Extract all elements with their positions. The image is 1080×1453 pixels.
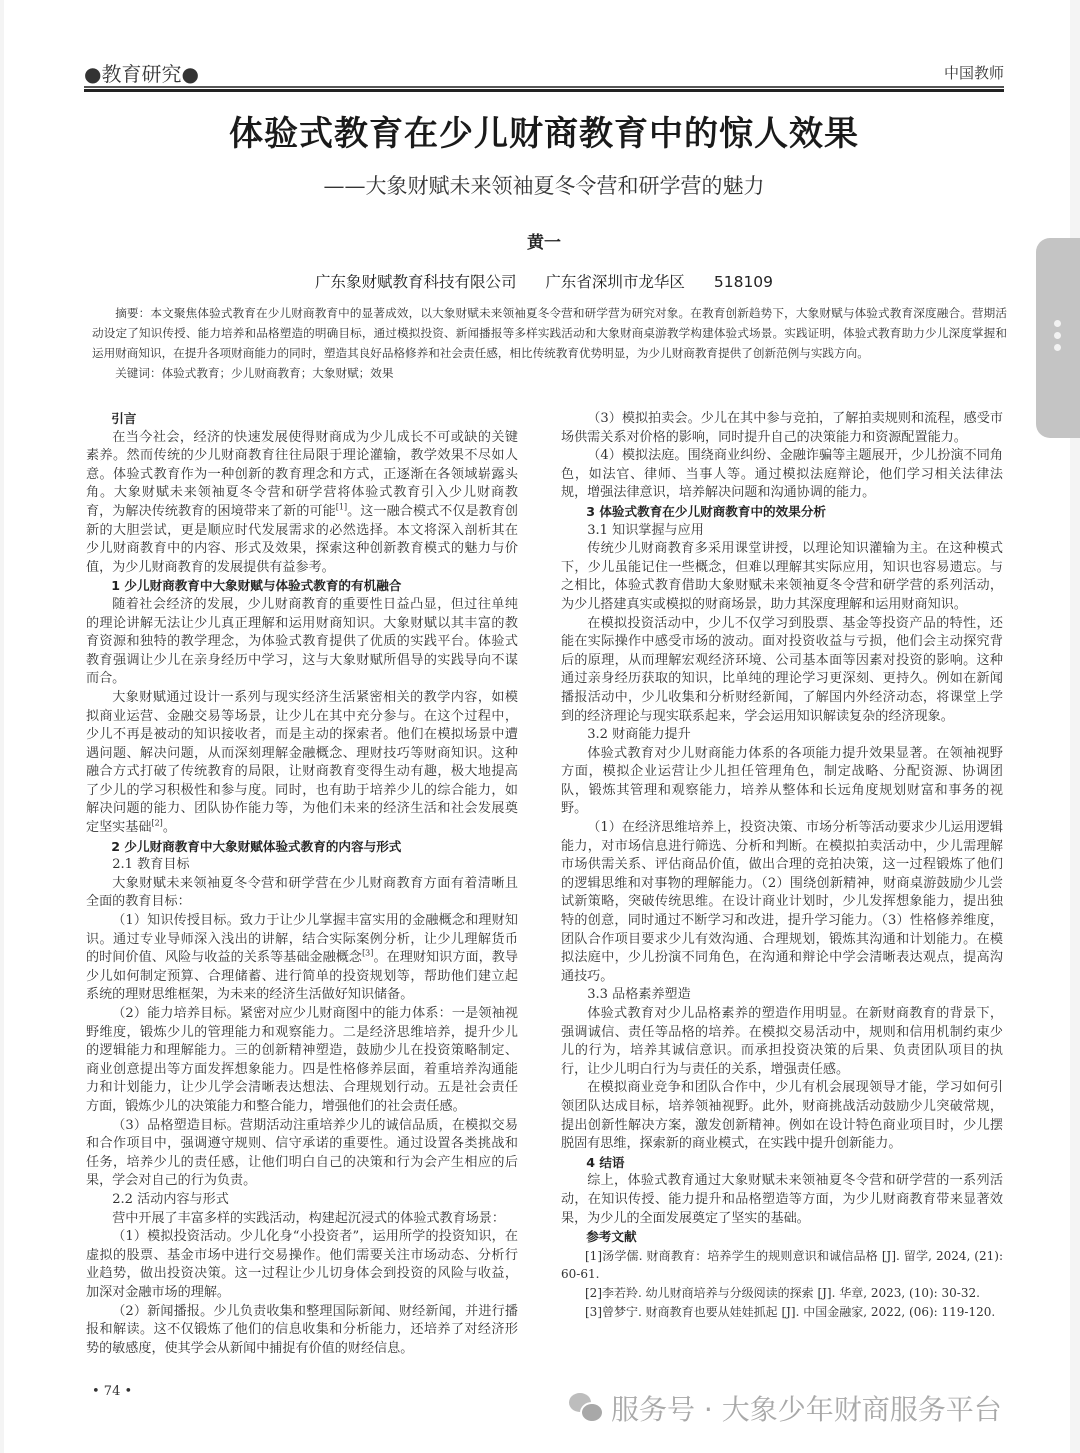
paragraph: （2）能力培养目标。紧密对应少儿财商图中的能力体系：一是领袖视野维度，锻炼少儿的管理能力和观察能力。二是经济思维培养，提升少儿的逻辑能力和理解能力。三的创新精神塑造，鼓励少儿在投资策略制定、商业创意提出等方面发挥想象能力。四是性格修养层面，着重培养沟通能力和计划能力，让少儿学会清晰表达想法、合理规划行动。五是社会责任方面，锻炼少儿的决策能力和整合能力，增强他们的社会责任感。 bbox=[86, 1006, 518, 1114]
wechat-icon bbox=[569, 1393, 603, 1423]
paragraph: （3）品格塑造目标。营期活动注重培养少儿的诚信品质，在模拟交易和合作项目中，强调遵守规则、信守承诺的重要性。通过设置各类挑战和任务，培养少儿的责任感，让他们明白自己的决策和行为会产生相应的后果，学会对自己的行为负责。 bbox=[86, 1117, 518, 1189]
heading-section-3-1: 3.1 知识掌握与应用 bbox=[587, 522, 704, 538]
paragraph: 体验式教育对少儿财商能力体系的各项能力提升效果显著。在领袖视野方面，模拟企业运营让少儿担任管理角色，制定战略、分配资源、协调团队，锻炼其管理和观察能力，培养从整体和长远角度规划财富和事务的视野。 bbox=[561, 745, 1003, 817]
reference-item: [2]李若羚. 幼儿财商培养与分级阅读的探索 [J]. 华章, 2023, (10): 30-32. bbox=[585, 1285, 980, 1300]
paragraph: 传统少儿财商教育多采用课堂讲授，以理论知识灌输为主。在这种模式下，少儿虽能记住一些概念，但难以理解其实际应用，知识也容易遗忘。与之相比，体验式教育借助大象财赋未来领袖夏冬令营和研学营的系列活动，为少儿搭建真实或模拟的财商场景，助力其深度理解和运用财商知识。 bbox=[561, 541, 1003, 612]
affiliation bbox=[4, 270, 1080, 292]
citation-1: [1] bbox=[335, 502, 348, 512]
heading-section-2-1: 2.1 教育目标 bbox=[112, 857, 190, 873]
right-column bbox=[561, 410, 1003, 1321]
text-run: 在当今社会，经济的快速发展使得财商成为少儿成长不可或缺的关键素养。然而传统的少儿财商教育往往局限于理论灌输，教学效果不尽如人意。体验式教育作为一种创新的教育理念和方式，正逐渐在各领域崭露头角。大象财赋未来领袖夏冬令营和研学营将体验式教育引入少儿财商教育，为解决传统教育的困境带来了新的可能 bbox=[86, 429, 518, 519]
heading-section-3-2: 3.2 财商能力提升 bbox=[587, 727, 691, 743]
affiliation-postcode: 518109 bbox=[713, 273, 774, 291]
citation-3: [3] bbox=[362, 948, 374, 958]
more-dots-icon bbox=[1054, 320, 1062, 356]
paragraph: （3）模拟拍卖会。少儿在其中参与竞拍，了解拍卖规则和流程，感受市场供需关系对价格的影响，同时提升自己的决策能力和资源配置能力。 bbox=[561, 411, 1003, 445]
heading-section-3: 3 体验式教育在少儿财商教育中的效果分析 bbox=[586, 503, 827, 519]
heading-conclusion: 4 结语 bbox=[586, 1154, 625, 1170]
paragraph: （1）模拟投资活动。少儿化身“小投资者”，运用所学的投资知识，在虚拟的股票、基金市场中进行交易操作。他们需要关注市场动态、分析行业趋势，做出投资决策。这一过程让少儿切身体会到投资的风险与收益，加深对金融市场的理解。 bbox=[86, 1229, 518, 1300]
page-number: • 74 • bbox=[92, 1384, 133, 1399]
left-column bbox=[86, 410, 518, 1358]
paragraph: 在模拟商业竞争和团队合作中，少儿有机会展现领导才能，学习如何引领团队达成目标，培养领袖视野。此外，财商挑战活动鼓励少儿突破常规，提出创新性解决方案，激发创新精神。例如在设计特色商业项目时，少儿摆脱固有思维，探索新的商业模式，在实践中提升创新能力。 bbox=[561, 1080, 1003, 1152]
paragraph: 体验式教育对少儿品格素养的塑造作用明显。在新财商教育的背景下，强调诚信、责任等品格的培养。在模拟交易活动中，规则和信用机制约束少儿的行为，培养其诚信意识。而承担投资决策的后果、负责团队项目的执行，让少儿明白行为与责任的关系，增强责任感。 bbox=[561, 1006, 1003, 1077]
affiliation-org: 广东象财赋教育科技有限公司 bbox=[314, 273, 517, 291]
paragraph bbox=[86, 912, 518, 1005]
author-name: 黄一 bbox=[527, 233, 561, 253]
article-subtitle: ——大象财赋未来领袖夏冬令营和研学营的魅力 bbox=[323, 174, 765, 198]
text-run: （1）知识传授目标。致力于让少儿掌握丰富实用的金融概念和理财知识。通过专业导师深入浅出的讲解，结合实际案例分析，让少儿理解货币的时间价值、风险与收益的关系等基础金融概念 bbox=[86, 913, 518, 966]
text-run: 大象财赋通过设计一系列与现实经济生活紧密相关的教学内容，如模拟商业运营、金融交易等场景，让少儿在其中充分参与。在这个过程中，少儿不再是被动的知识接收者，而是主动的探索者。他们在模拟场景中遭遇问题、解决问题，从而深刻理解金融概念、理财技巧等财商知识。这种融合方式打破了传统教育的局限，让财商教育变得生动有趣，极大地提高了少儿的学习积极性和参与度。同时，也有助于培养少儿的综合能力，如解决问题的能力、团队协作能力等，为他们未来的经济生活和社会发展奠定坚实基础 bbox=[86, 689, 518, 836]
text-run: 。 bbox=[162, 820, 176, 836]
article-title: 体验式教育在少儿财商教育中的惊人效果 bbox=[229, 114, 859, 154]
heading-section-3-3: 3.3 品格素养塑造 bbox=[587, 987, 691, 1003]
paragraph: 大象财赋未来领袖夏冬令营和研学营在少儿财商教育方面有着清晰且全面的教育目标： bbox=[86, 875, 518, 910]
heading-intro: 引言 bbox=[111, 411, 137, 426]
watermark-text: 服务号 · 大象少年财商服务平台 bbox=[611, 1393, 1002, 1426]
affiliation-location: 广东省深圳市龙华区 bbox=[545, 273, 685, 291]
heading-section-2: 2 少儿财商教育中大象财赋体验式教育的内容与形式 bbox=[111, 838, 402, 854]
reference-item: [1]汤学儒. 财商教育：培养学生的规则意识和诚信品格 [J]. 留学, 2024, (21): 60-61. bbox=[561, 1248, 1003, 1282]
paragraph: （2）新闻播报。少儿负责收集和整理国际新闻、财经新闻，并进行播报和解读。这不仅锻炼了他们的信息收集和分析能力，还培养了对经济形势的敏感度，使其学会从新闻中捕捉有价值的财经信息。 bbox=[86, 1303, 518, 1356]
keywords: 关键词：体验式教育；少儿财商教育；大象财赋；效果 bbox=[115, 366, 394, 380]
running-head bbox=[84, 58, 1004, 88]
side-drawer-handle[interactable] bbox=[1036, 238, 1080, 438]
paragraph: 随着社会经济的发展，少儿财商教育的重要性日益凸显，但过往单纯的理论讲解无法让少儿真正理解和运用财商知识。大象财赋以其丰富的教育资源和独特的教学理念，为体验式教育提供了优质的实践平台。体验式教育强调让少儿在亲身经历中学习，这与大象财赋所倡导的实践导向不谋而合。 bbox=[86, 596, 518, 687]
abstract-block bbox=[92, 303, 1007, 383]
heading-section-2-2: 2.2 活动内容与形式 bbox=[112, 1191, 229, 1207]
paragraph: 综上，体验式教育通过大象财赋未来领袖夏冬令营和研学营的一系列活动，在知识传授、能力提升和品格塑造等方面，为少儿财商教育带来显著效果，为少儿的全面发展奠定了坚实的基础。 bbox=[561, 1173, 1003, 1226]
journal-page bbox=[4, 0, 1070, 1453]
paragraph: （4）模拟法庭。围绕商业纠纷、金融诈骗等主题展开，少儿扮演不同角色，如法官、律师、当事人等。通过模拟法庭辩论，他们学习相关法律法规，增强法律意识，培养解决问题和沟通协调的能力。 bbox=[561, 448, 1003, 501]
journal-name: 中国教师 bbox=[943, 64, 1004, 82]
text-run: 。这一融合模式不仅是教育创新的大胆尝试，更是顺应时代发展需求的必然选择。本文将深入剖析其在少儿财商教育中的内容、形式及效果，探索这种创新教育模式的魅力与价值，为少儿财商教育的发展提供有益参考。 bbox=[86, 503, 519, 575]
paragraph: 营中开展了丰富多样的实践活动，构建起沉浸式的体验式教育场景： bbox=[112, 1210, 505, 1226]
paragraph bbox=[86, 689, 518, 838]
abstract-text: 摘要：本文聚焦体验式教育在少儿财商教育中的显著成效，以大象财赋未来领袖夏冬令营和研学营为研究对象。在教育创新趋势下，大象财赋与体验式教育深度融合。营期活动设定了知识传授、能力培养和品格塑造的明确目标，通过模拟投资、新闻播报等多样实践活动和大象财商桌游教学构建体验式场景。实践证明，体验式教育助力少儿深度掌握和运用财商知识，在提升各项财商能力的同时，塑造其良好品格修养和社会责任感，相比传统教育优势明显，为少儿财商教育提供了创新范例与实践方向。 bbox=[92, 306, 1007, 360]
paragraph bbox=[86, 429, 518, 578]
text-run: 。在理财知识方面，教导少儿如何制定预算、合理储蓄、进行简单的投资规划等，帮助他们建立起系统的理财思维框架，为未来的经济生活做好知识储备。 bbox=[86, 950, 519, 1003]
section-label: ●教育研究● bbox=[84, 62, 199, 86]
heading-section-1: 1 少儿财商教育中大象财赋与体验式教育的有机融合 bbox=[111, 578, 402, 594]
wechat-watermark bbox=[569, 1388, 1002, 1428]
heading-references: 参考文献 bbox=[586, 1229, 637, 1245]
reference-item: [3]曾梦宁. 财商教育也要从娃娃抓起 [J]. 中国金融家, 2022, (06): 119-120. bbox=[585, 1304, 996, 1319]
paragraph: 在模拟投资活动中，少儿不仅学习到股票、基金等投资产品的特性，还能在实际操作中感受市场的波动。面对投资收益与亏损，他们会主动探究背后的原理，从而理解宏观经济环境、公司基本面等因素对投资的影响。这种通过亲身经历获取的知识，比单纯的理论学习更深刻、更持久。例如在新闻播报活动中，少儿收集和分析财经新闻，了解国内外经济动态，将课堂上学到的经济理论与现实联系起来，学会运用知识解读复杂的经济现象。 bbox=[561, 615, 1003, 724]
paragraph: （1）在经济思维培养上，投资决策、市场分析等活动要求少儿运用逻辑能力，对市场信息进行筛选、分析和判断。在模拟拍卖活动中，少儿需理解市场供需关系、评估商品价值，做出合理的竞拍决策，这一过程锻炼了他们的逻辑思维和对事物的理解能力。（2）围绕创新精神，财商桌游鼓励少儿尝试新策略，突破传统思维。在设计商业计划时，少儿发挥想象能力，提出独特的创意，同时通过不断学习和改进，提升学习能力。（3）性格修养维度，团队合作项目要求少儿有效沟通、合理规划，锻炼其沟通和计划能力。在模拟法庭中，少儿扮演不同角色，在沟通和辩论中学会清晰表达观点，提高沟通技巧。 bbox=[561, 820, 1003, 984]
citation-2: [2] bbox=[151, 818, 163, 828]
header-rule-thick bbox=[84, 89, 1004, 92]
header-rule-thin bbox=[84, 86, 1004, 88]
